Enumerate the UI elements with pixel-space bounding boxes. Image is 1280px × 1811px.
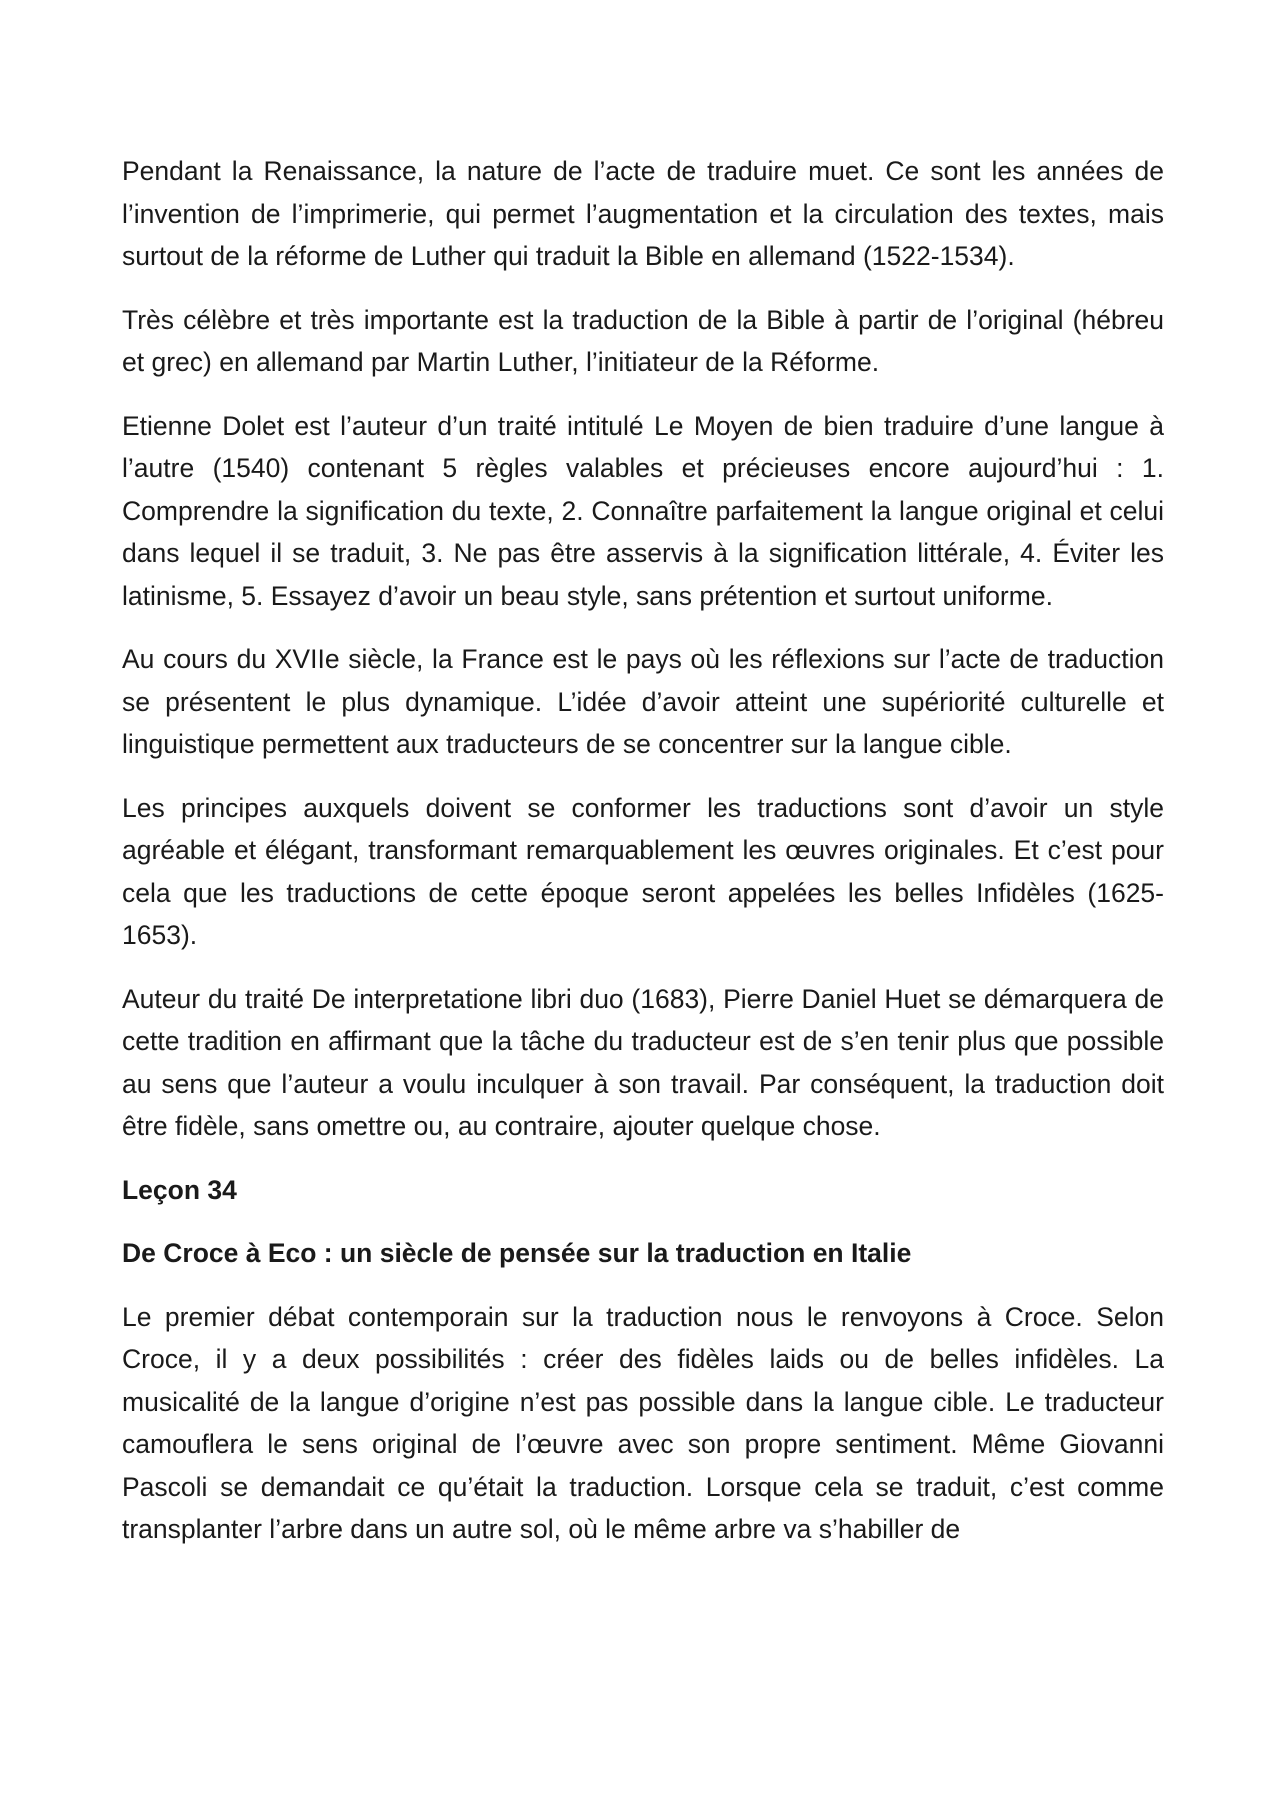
section-title: De Croce à Eco : un siècle de pensée sur la traduction en Italie <box>122 1238 912 1268</box>
lesson-label: Leçon 34 <box>122 1174 237 1205</box>
paragraph-croce: Le premier débat contemporain sur la traduction nous le renvoyons à Croce. Selon Croce, il y a deux possibilités : créer des fidèles laids ou de belles infidèles. La musicalité de la langue d’origine n’est pas possible dans la langue cible. Le traducteur camouflera le sens original de l’œuvre avec son propre sentiment. Même Giovanni Pascoli se demandait ce qu’était la traduction. Lorsque cela se traduit, c’est comme transplanter l’arbre dans un autre sol, où le même arbre va s’habiller de <box>122 1301 1164 1544</box>
paragraph-belles-infideles: Les principes auxquels doivent se conformer les traductions sont d’avoir un style agréable et élégant, transformant remarquablement les œuvres originales. Et c’est pour cela que les traductions de cette époque seront appelées les belles Infidèles (1625-1653). <box>122 792 1164 950</box>
paragraph-etienne-dolet: Etienne Dolet est l’auteur d’un traité intitulé Le Moyen de bien traduire d’une langue à l’autre (1540) contenant 5 règles valables et précieuses encore aujourd’hui : 1. Comprendre la signification du texte, 2. Connaître parfaitement la langue original et celui dans lequel il se traduit, 3. Ne pas être asservis à la signification littérale, 4. Éviter les latinisme, 5. Essayez d’avoir un beau style, sans prétention et surtout uniforme. <box>122 410 1164 611</box>
document-page <box>122 150 1164 1572</box>
paragraph-renaissance: Pendant la Renaissance, la nature de l’acte de traduire muet. Ce sont les années de l’invention de l’imprimerie, qui permet l’augmentation et la circulation des textes, mais surtout de la réforme de Luther qui traduit la Bible en allemand (1522-1534). <box>122 156 1164 271</box>
paragraph-luther-bible: Très célèbre et très importante est la traduction de la Bible à partir de l’original (hébreu et grec) en allemand par Martin Luther, l’initiateur de la Réforme. <box>122 304 1164 377</box>
paragraph-xviie-siecle: Au cours du XVIIe siècle, la France est le pays où les réflexions sur l’acte de traduction se présentent le plus dynamique. L’idée d’avoir atteint une supériorité culturelle et linguistique permettent aux traducteurs de se concentrer sur la langue cible. <box>122 644 1164 759</box>
paragraph-huet: Auteur du traité De interpretatione libri duo (1683), Pierre Daniel Huet se démarquera de cette tradition en affirmant que la tâche du traducteur est de s’en tenir plus que possible au sens que l’auteur a voulu inculquer à son travail. Par conséquent, la traduction doit être fidèle, sans omettre ou, au contraire, ajouter quelque chose. <box>122 983 1164 1141</box>
